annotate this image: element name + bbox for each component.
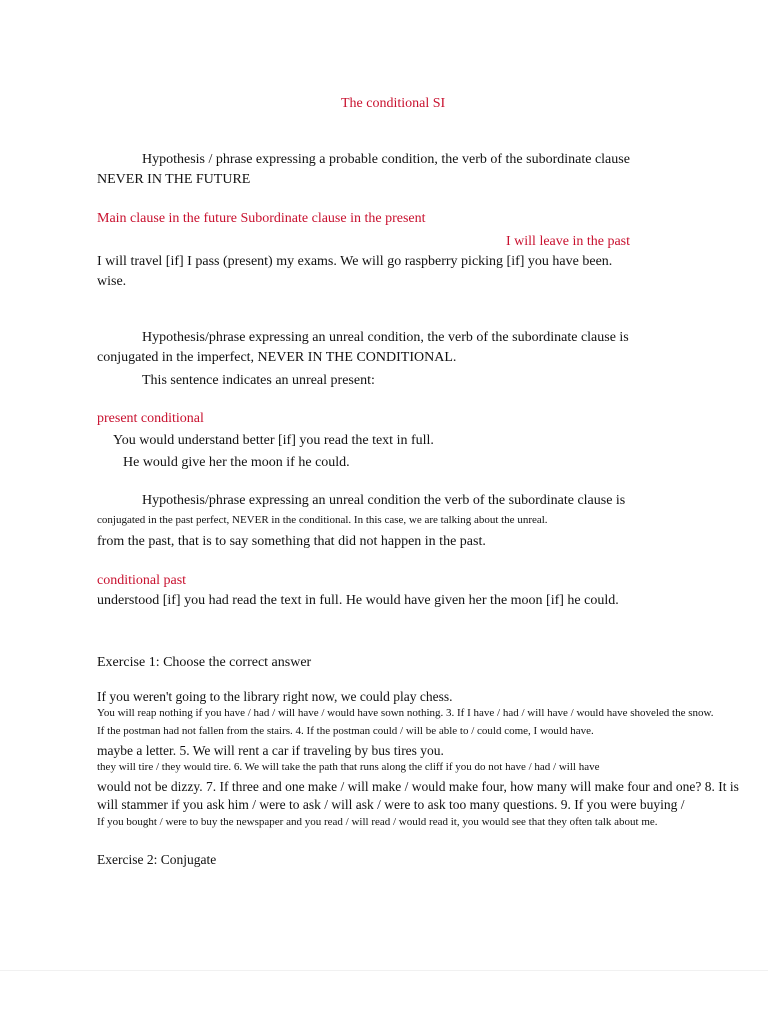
exercise1-line: they will tire / they would tire. 6. We will take the path that runs along the cliff if you do not have / had / will have [97, 761, 600, 773]
section3-paragraph-line2: conjugated in the past perfect, NEVER in the conditional. In this case, we are talking about the unreal. [97, 514, 548, 526]
section2-example2: He would give her the moon if he could. [123, 455, 350, 470]
section2-example1: You would understand better [if] you read the text in full. [113, 433, 434, 448]
section2-paragraph-line3: This sentence indicates an unreal present: [142, 373, 375, 388]
section1-right-note: I will leave in the past [506, 234, 631, 249]
page-title: The conditional SI [341, 96, 446, 111]
page-divider [0, 970, 768, 971]
section2-paragraph-line2: conjugated in the imperfect, NEVER IN THE CONDITIONAL. [97, 350, 457, 365]
section3-paragraph-line3: from the past, that is to say something that did not happen in the past. [97, 534, 486, 549]
section1-example-line1: I will travel [if] I pass (present) my exams. We will go raspberry picking [if] you have been. [97, 254, 613, 269]
section1-example-line2: wise. [97, 274, 127, 289]
exercise1-line: If the postman had not fallen from the stairs. 4. If the postman could / will be able to / could come, I would have. [97, 725, 594, 737]
section3-heading: conditional past [97, 573, 187, 588]
exercise1-line: will stammer if you ask him / were to ask / will ask / were to ask too many questions. 9. If you were buying / [97, 797, 685, 812]
section2-paragraph-line1: Hypothesis/phrase expressing an unreal condition, the verb of the subordinate clause is [142, 330, 629, 345]
section1-heading: Main clause in the future Subordinate clause in the present [97, 211, 426, 226]
exercise2-title: Exercise 2: Conjugate [97, 852, 217, 867]
exercise1-line: would not be dizzy. 7. If three and one make / will make / would make four, how many will make four and one? 8. It is [97, 779, 739, 794]
exercise1-title: Exercise 1: Choose the correct answer [97, 655, 312, 670]
section1-paragraph-line1: Hypothesis / phrase expressing a probable condition, the verb of the subordinate clause [142, 152, 630, 167]
exercise1-line: You will reap nothing if you have / had / will have / would have sown nothing. 3. If I have / had / will have / would have shoveled the snow. [97, 707, 714, 719]
exercise1-line: If you weren't going to the library right now, we could play chess. [97, 689, 453, 704]
section1-paragraph-line2: NEVER IN THE FUTURE [97, 172, 251, 187]
section3-paragraph-line1: Hypothesis/phrase expressing an unreal condition the verb of the subordinate clause is [142, 493, 626, 508]
section2-heading: present conditional [97, 411, 204, 426]
section3-example: understood [if] you had read the text in full. He would have given her the moon [if] he could. [97, 593, 619, 608]
exercise1-line: If you bought / were to buy the newspaper and you read / will read / would read it, you would see that they often talk about me. [97, 816, 658, 828]
exercise1-line: maybe a letter. 5. We will rent a car if traveling by bus tires you. [97, 743, 444, 758]
